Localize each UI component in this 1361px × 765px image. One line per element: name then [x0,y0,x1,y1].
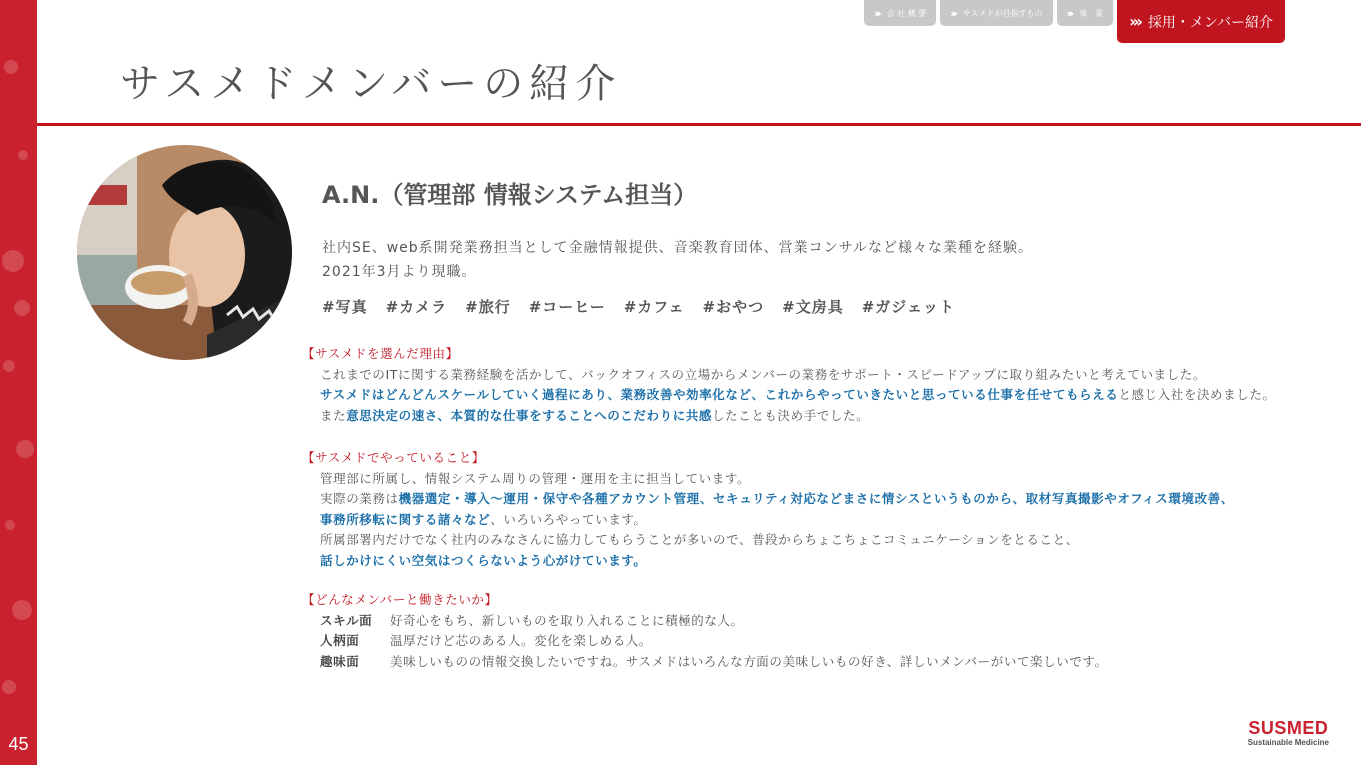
member-photo-illustration [77,145,292,360]
tab-company-overview[interactable] [864,0,936,26]
logo-wordmark: SUSMED [1248,718,1329,738]
row-text: 美味しいものの情報交換したいですね。サスメドはいろんな方面の美味しいもの好き、詳しいメンバーがいて楽しいです。 [390,653,1108,669]
page-title: サスメドメンバーの紹介 [120,61,622,107]
paragraph-line [320,489,1234,510]
ideal-member-list [302,611,1108,673]
decor-dot [4,60,18,74]
logo-tagline: Sustainable Medicine [1247,738,1329,747]
text: と感じ入社を決めました。 [1118,387,1276,402]
text: したことも決め手でした。 [712,407,870,423]
section-heading: 【サスメドでやっていること】 [302,450,485,465]
highlight-text: 意思決定の速さ、本質的な仕事をすることへのこだわりに共感 [346,407,713,423]
decor-dot [3,360,15,372]
tab-label: 会 社 概 要 [886,8,927,18]
member-bio [322,236,1033,284]
row-label: 趣味面 [320,653,360,669]
tab-label: サスメドが目指すもの [962,8,1043,18]
highlight-text: 機器選定・導入～運用・保守や各種アカウント管理、セキュリティ対応などまさに情シスというものから、取材写真撮影やオフィス環境改善、 [398,491,1234,506]
hashtag: #カメラ [385,298,448,316]
paragraph-line: 所属部署内だけでなく社内のみなさんに協力してもらうことが多いので、普段からちょこちょこコミュニケーションをとること、 [320,532,1079,547]
section-body [302,365,1276,427]
row-label: スキル面 [320,612,373,628]
tab-vision[interactable] [940,0,1052,26]
section-body [302,469,1234,572]
bio-line: 社内SE、web系開発業務担当として金融情報提供、音楽教育団体、営業コンサルなど様々な業種を経験。 [322,240,1033,256]
side-decoration-strip [0,0,37,765]
section-heading: 【どんなメンバーと働きたいか】 [302,592,498,607]
row-label: 人柄面 [320,633,360,648]
member-photo [77,145,292,360]
decor-dot [14,300,30,316]
hashtag: #ガジェット [861,298,955,316]
text: 、いろいろやっています。 [490,511,647,527]
decor-dot [18,150,28,160]
bio-line: 2021年3月より現職。 [322,264,477,280]
section-work [302,448,1234,571]
decor-dot [2,680,16,694]
hashtag: #写真 [322,298,368,316]
chevron-right-icon: ››› [1066,6,1072,20]
paragraph-line: これまでのITに関する業務経験を活かして、バックオフィスの立場からメンバーの業務をサポート・スピードアップに取り組みたいと考えていました。 [320,366,1206,382]
hashtag: #文房具 [782,298,844,316]
hashtag: #カフェ [623,298,685,316]
text: また [320,407,347,423]
hashtag-list [322,296,955,317]
hashtag: #旅行 [465,298,511,316]
section-nav [864,0,1285,44]
chevron-right-icon: ››› [950,6,955,20]
paragraph-line [320,510,1234,531]
company-logo [1248,718,1329,747]
member-name: A.N.（管理部 情報システム担当） [322,181,698,209]
decor-dot [2,250,24,272]
tab-label: 採用・メンバー紹介 [1147,14,1273,31]
paragraph-line [320,385,1276,406]
row-text: 好奇心をもち、新しいものを取り入れることに積極的な人。 [390,612,744,628]
row-text: 温厚だけど芯のある人。変化を楽しめる人。 [390,633,653,648]
section-heading: 【サスメドを選んだ理由】 [302,346,459,361]
page-number: 45 [8,734,29,754]
tab-recruit-members[interactable] [1117,0,1285,43]
paragraph-line [320,551,1234,572]
text: 実際の業務は [320,491,399,506]
highlight-text: サスメドはどんどんスケールしていく過程にあり、業務改善や効率化など、これからやっていきたいと思っている仕事を任せてもらえる [320,387,1119,402]
tab-label: 事 業 [1079,8,1104,18]
chevron-right-icon: ››› [1129,12,1140,31]
chevron-right-icon: ››› [874,6,879,20]
hashtag: #おやつ [702,298,765,316]
section-ideal-member [302,590,1108,672]
hashtag: #コーヒー [528,298,606,316]
paragraph-line: 管理部に所属し、情報システム周りの管理・運用を主に担当しています。 [320,470,751,486]
paragraph-line [320,406,1276,427]
decor-dot [5,520,15,530]
title-divider [37,123,1361,126]
section-reason [302,344,1276,426]
decor-dot [16,440,34,458]
highlight-text: 話しかけにくい空気はつくらないよう心がけています。 [320,552,647,568]
highlight-text: 事務所移転に関する諸々など [320,511,491,527]
tab-business[interactable] [1057,0,1114,26]
decor-dot [12,600,32,620]
